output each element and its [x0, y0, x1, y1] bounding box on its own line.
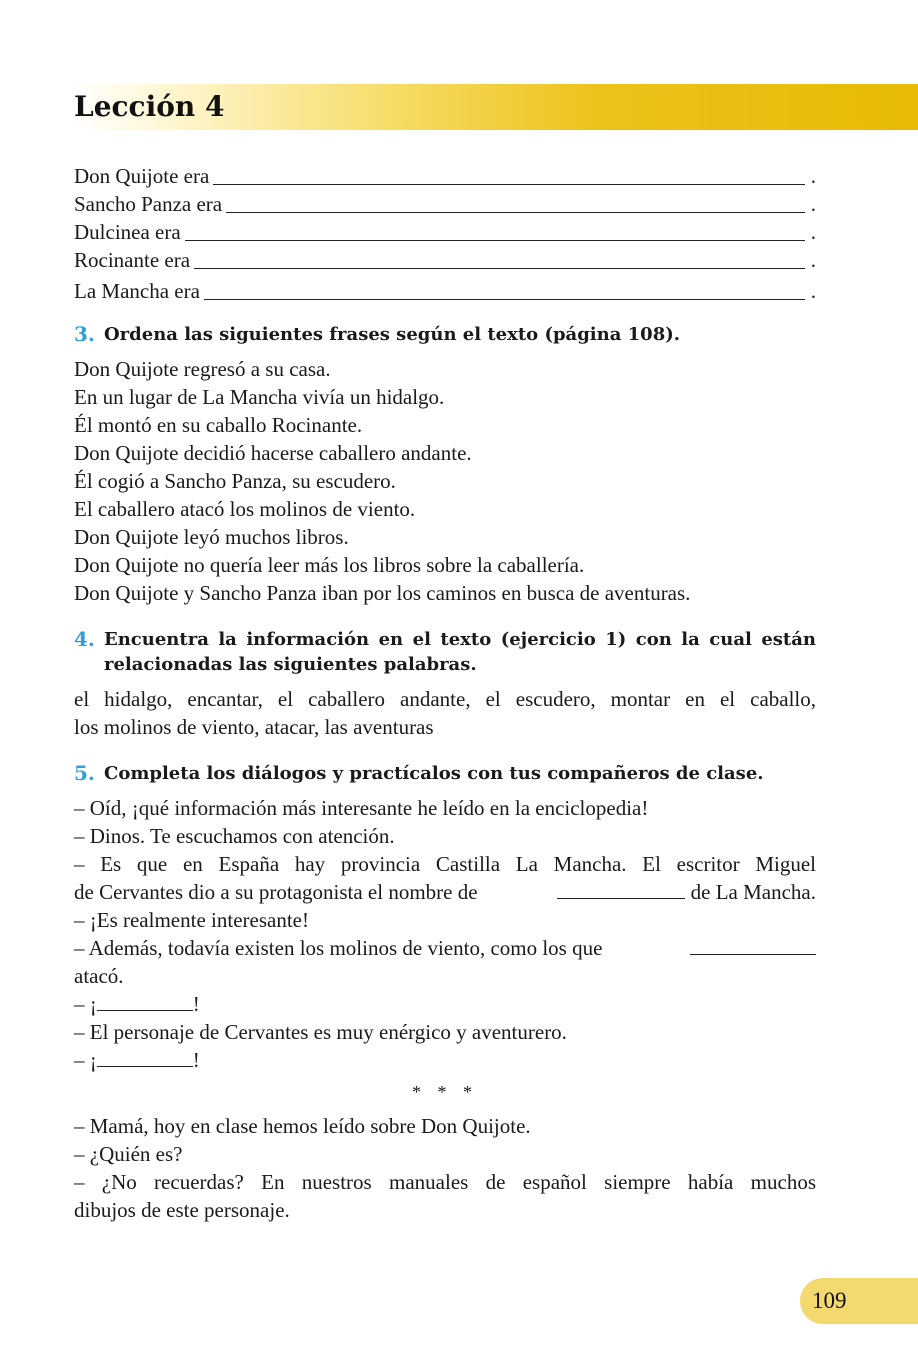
exercise-4 [74, 627, 816, 741]
exercise-instruction: Encuentra la información en el texto (ejercicio 1) con la cual están relacionadas las siguientes palabras. [104, 629, 816, 675]
dialogue-2 [74, 1112, 816, 1224]
exercise-instruction: Ordena las siguientes frases según el texto (página 108). [104, 324, 680, 345]
list-item: En un lugar de La Mancha vivía un hidalgo. [74, 385, 445, 409]
word-list-line: el hidalgo, encantar, el caballero andante, el escudero, montar en el caballo, [74, 687, 816, 711]
lesson-title: Lección 4 [74, 90, 225, 123]
fill-in-sentences [74, 162, 816, 305]
dialogue-1 [74, 794, 816, 1074]
fill-in-row [74, 246, 816, 274]
period: . [810, 248, 816, 272]
dialogue-line: dibujos de este personaje. [74, 1198, 290, 1222]
exercise-instruction: Completa los diálogos y practícalos con tus compañeros de clase. [104, 763, 764, 784]
list-item: El caballero atacó los molinos de viento. [74, 497, 416, 521]
dialogue-line: – El personaje de Cervantes es muy enérgico y aventurero. [74, 1020, 567, 1044]
list-item: Don Quijote regresó a su casa. [74, 357, 331, 381]
dialogue-line: – Mamá, hoy en clase hemos leído sobre Don Quijote. [74, 1114, 531, 1138]
answer-line[interactable] [194, 267, 805, 269]
dialogue-text: ! [192, 1048, 200, 1072]
list-item: Él montó en su caballo Rocinante. [74, 413, 363, 437]
exercise-heading [74, 322, 816, 347]
period: . [810, 279, 816, 303]
dialogue-line: – Oíd, ¡qué información más interesante he leído en la enciclopedia! [74, 796, 649, 820]
list-item: Él cogió a Sancho Panza, su escudero. [74, 469, 396, 493]
word-list-line: los molinos de viento, atacar, las aventuras [74, 715, 434, 739]
sentence-start: Don Quijote era [74, 164, 210, 188]
dialogue-line: – ¿No recuerdas? En nuestros manuales de español siempre había muchos [74, 1170, 816, 1194]
sentence-start: La Mancha era [74, 279, 200, 303]
dialogue-line: – ¿Quién es? [74, 1142, 183, 1166]
exercise-number: 5. [74, 761, 95, 785]
dialogue-text: – Además, todavía existen los molinos de viento, como los que [74, 936, 603, 960]
answer-blank[interactable] [690, 934, 816, 955]
answer-blank[interactable] [557, 878, 685, 899]
list-item: Don Quijote no quería leer más los libros sobre la caballería. [74, 553, 585, 577]
exercise-3 [74, 322, 816, 607]
fill-in-row [74, 190, 816, 218]
list-item: Don Quijote leyó muchos libros. [74, 525, 349, 549]
sentence-start: Rocinante era [74, 248, 191, 272]
dialogue-line [74, 934, 816, 962]
section-separator: * * * [412, 1082, 478, 1102]
dialogue-text: ! [192, 992, 200, 1016]
sentence-start: Sancho Panza era [74, 192, 223, 216]
dialogue-line [74, 1046, 816, 1074]
list-item: Don Quijote decidió hacerse caballero andante. [74, 441, 472, 465]
exercise-5 [74, 761, 816, 1224]
sentence-start: Dulcinea era [74, 220, 181, 244]
word-list [74, 685, 816, 741]
answer-line[interactable] [185, 239, 805, 241]
dialogue-line: atacó. [74, 964, 124, 988]
exercise-number: 3. [74, 322, 95, 346]
dialogue-line: – ¡Es realmente interesante! [74, 908, 309, 932]
fill-in-row [74, 218, 816, 246]
dialogue-text: de Cervantes dio a su protagonista el nombre de [74, 880, 478, 904]
fill-in-row [74, 277, 816, 305]
exercise-heading [74, 761, 816, 786]
sentence-list [74, 355, 816, 607]
dialogue-text: de La Mancha. [690, 880, 816, 904]
dialogue-text: – ¡ [74, 1048, 97, 1072]
answer-line[interactable] [226, 211, 805, 213]
dialogue-line [74, 990, 816, 1018]
exercise-number: 4. [74, 627, 95, 651]
dialogue-line: – Es que en España hay provincia Castilla La Mancha. El escritor Miguel [74, 852, 816, 876]
answer-blank[interactable] [97, 990, 193, 1011]
period: . [810, 164, 816, 188]
exercise-heading [74, 627, 816, 677]
answer-line[interactable] [213, 183, 804, 185]
period: . [810, 220, 816, 244]
answer-blank[interactable] [97, 1046, 193, 1067]
dialogue-line: – Dinos. Te escuchamos con atención. [74, 824, 395, 848]
dialogue-text: – ¡ [74, 992, 97, 1016]
answer-line[interactable] [204, 298, 805, 300]
dialogue-line [74, 878, 816, 906]
page-number: 109 [812, 1288, 847, 1313]
fill-in-row [74, 162, 816, 190]
period: . [810, 192, 816, 216]
list-item: Don Quijote y Sancho Panza iban por los caminos en busca de aventuras. [74, 581, 691, 605]
